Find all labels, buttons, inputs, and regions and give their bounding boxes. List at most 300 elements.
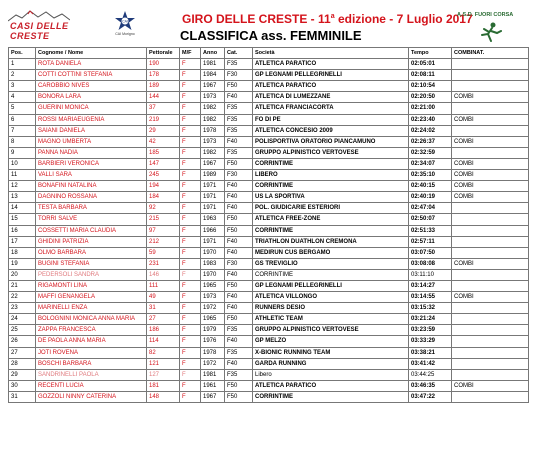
name-cell: MARINELLI ENZA xyxy=(36,303,147,314)
category-cell: F35 xyxy=(225,114,253,125)
category-cell: F35 xyxy=(225,325,253,336)
gender-cell: F xyxy=(180,203,201,214)
position-cell: 18 xyxy=(9,247,36,258)
time-cell: 03:46:35 xyxy=(409,380,452,391)
combined-cell xyxy=(452,125,529,136)
combined-cell: COMBI xyxy=(452,170,529,181)
runner-icon xyxy=(477,22,505,42)
category-cell: F30 xyxy=(225,70,253,81)
gender-cell: F xyxy=(180,247,201,258)
club-cell: MEDIRUN CUS BERGAMO xyxy=(253,247,409,258)
table-row xyxy=(9,347,529,358)
club-cell: CORRINTIME xyxy=(253,225,409,236)
time-cell: 02:50:07 xyxy=(409,214,452,225)
table-row xyxy=(9,292,529,303)
club-cell: CORRINTIME xyxy=(253,158,409,169)
club-cell: X-BIONIC RUNNING TEAM xyxy=(253,347,409,358)
combined-cell xyxy=(452,336,529,347)
bib-cell: 92 xyxy=(147,203,180,214)
club-cell: ATLETICA FRANCIACORTA xyxy=(253,103,409,114)
position-cell: 3 xyxy=(9,81,36,92)
table-row xyxy=(9,247,529,258)
position-cell: 22 xyxy=(9,292,36,303)
name-cell: BUGINI STEFANIA xyxy=(36,258,147,269)
bib-cell: 59 xyxy=(147,247,180,258)
category-cell: F50 xyxy=(225,214,253,225)
name-cell: BONAFINI NATALINA xyxy=(36,181,147,192)
time-cell: 03:14:55 xyxy=(409,292,452,303)
gender-cell: F xyxy=(180,114,201,125)
name-cell: ZAPPA FRANCESCA xyxy=(36,325,147,336)
gender-cell: F xyxy=(180,325,201,336)
category-cell: F35 xyxy=(225,125,253,136)
category-cell: F40 xyxy=(225,303,253,314)
combined-cell xyxy=(452,347,529,358)
gender-cell: F xyxy=(180,292,201,303)
position-cell: 2 xyxy=(9,70,36,81)
club-cell: US LA SPORTIVA xyxy=(253,192,409,203)
year-cell: 1982 xyxy=(201,114,225,125)
combined-cell xyxy=(452,280,529,291)
bib-cell: 148 xyxy=(147,391,180,402)
combined-cell xyxy=(452,303,529,314)
gender-cell: F xyxy=(180,59,201,70)
name-cell: CAROBBIO NIVES xyxy=(36,81,147,92)
position-cell: 21 xyxy=(9,280,36,291)
bib-cell: 146 xyxy=(147,269,180,280)
combined-cell: COMBI xyxy=(452,114,529,125)
category-cell: F50 xyxy=(225,158,253,169)
gender-cell: F xyxy=(180,391,201,402)
combined-cell xyxy=(452,203,529,214)
club-cell: GS TREVIGLIO xyxy=(253,258,409,269)
column-header: Società xyxy=(253,48,409,59)
club-cell: FO DI PE xyxy=(253,114,409,125)
table-row xyxy=(9,114,529,125)
gender-cell: F xyxy=(180,314,201,325)
cai-logo-caption: CAI Morigno xyxy=(115,32,135,36)
bib-cell: 82 xyxy=(147,347,180,358)
position-cell: 27 xyxy=(9,347,36,358)
position-cell: 16 xyxy=(9,225,36,236)
name-cell: OLMO BARBARA xyxy=(36,247,147,258)
gender-cell: F xyxy=(180,158,201,169)
table-row xyxy=(9,380,529,391)
gender-cell: F xyxy=(180,258,201,269)
year-cell: 1979 xyxy=(201,325,225,336)
bib-cell: 42 xyxy=(147,136,180,147)
name-cell: BOSCHI BARBARA xyxy=(36,358,147,369)
club-cell: Libero xyxy=(253,369,409,380)
page-subtitle: CLASSIFICA ass. FEMMINILE xyxy=(180,28,362,43)
club-cell: ATLETICA VILLONGO xyxy=(253,292,409,303)
combined-cell xyxy=(452,314,529,325)
position-cell: 5 xyxy=(9,103,36,114)
year-cell: 1973 xyxy=(201,292,225,303)
position-cell: 8 xyxy=(9,136,36,147)
gender-cell: F xyxy=(180,147,201,158)
title-tail: edizione - 7 Luglio 2017 xyxy=(334,12,473,26)
gender-cell: F xyxy=(180,136,201,147)
name-cell: DE PAOLA ANNA MARIA xyxy=(36,336,147,347)
name-cell: MAGNO UMBERTA xyxy=(36,136,147,147)
category-cell: F40 xyxy=(225,269,253,280)
position-cell: 28 xyxy=(9,358,36,369)
combined-cell xyxy=(452,391,529,402)
column-header: Pos. xyxy=(9,48,36,59)
combined-cell: COMBI xyxy=(452,181,529,192)
time-cell: 02:20:50 xyxy=(409,92,452,103)
year-cell: 1971 xyxy=(201,203,225,214)
column-header: Cognome / Nome xyxy=(36,48,147,59)
bib-cell: 245 xyxy=(147,170,180,181)
logo-right-text: A.S.D. FUORI CORSA xyxy=(457,12,514,18)
category-cell: F50 xyxy=(225,81,253,92)
table-row xyxy=(9,81,529,92)
bib-cell: 231 xyxy=(147,258,180,269)
name-cell: ROSSI MARIAEUGENIA xyxy=(36,114,147,125)
gender-cell: F xyxy=(180,336,201,347)
combined-cell xyxy=(452,247,529,258)
name-cell: RECENTI LUCIA xyxy=(36,380,147,391)
category-cell: F40 xyxy=(225,336,253,347)
gender-cell: F xyxy=(180,92,201,103)
time-cell: 02:47:04 xyxy=(409,203,452,214)
time-cell: 02:57:11 xyxy=(409,236,452,247)
club-cell: GP LEGNAMI PELLEGRINELLI xyxy=(253,280,409,291)
table-row xyxy=(9,147,529,158)
year-cell: 1989 xyxy=(201,170,225,181)
category-cell: F50 xyxy=(225,280,253,291)
combined-cell xyxy=(452,59,529,70)
year-cell: 1965 xyxy=(201,280,225,291)
position-cell: 13 xyxy=(9,192,36,203)
table-row xyxy=(9,192,529,203)
category-cell: F40 xyxy=(225,236,253,247)
bib-cell: 190 xyxy=(147,59,180,70)
name-cell: COSSETTI MARIA CLAUDIA xyxy=(36,225,147,236)
club-cell: LIBERO xyxy=(253,170,409,181)
time-cell: 02:51:33 xyxy=(409,225,452,236)
table-row xyxy=(9,280,529,291)
gender-cell: F xyxy=(180,303,201,314)
position-cell: 24 xyxy=(9,314,36,325)
table-row xyxy=(9,103,529,114)
position-cell: 6 xyxy=(9,114,36,125)
table-row xyxy=(9,358,529,369)
table-row xyxy=(9,181,529,192)
time-cell: 03:38:21 xyxy=(409,347,452,358)
results-table xyxy=(8,47,529,403)
time-cell: 02:10:54 xyxy=(409,81,452,92)
bib-cell: 114 xyxy=(147,336,180,347)
position-cell: 23 xyxy=(9,303,36,314)
position-cell: 26 xyxy=(9,336,36,347)
year-cell: 1976 xyxy=(201,336,225,347)
time-cell: 03:11:10 xyxy=(409,269,452,280)
club-cell: ATLETICA PARATICO xyxy=(253,380,409,391)
gender-cell: F xyxy=(180,81,201,92)
time-cell: 02:26:37 xyxy=(409,136,452,147)
name-cell: GUERINI MONICA xyxy=(36,103,147,114)
table-row xyxy=(9,369,529,380)
name-cell: MAFFI GENANGELA xyxy=(36,292,147,303)
club-cell: GARDA RUNNING xyxy=(253,358,409,369)
year-cell: 1967 xyxy=(201,81,225,92)
combined-cell xyxy=(452,147,529,158)
category-cell: F40 xyxy=(225,247,253,258)
club-cell: ATLETICA PARATICO xyxy=(253,81,409,92)
bib-cell: 215 xyxy=(147,214,180,225)
gender-cell: F xyxy=(180,358,201,369)
club-cell: GRUPPO ALPINISTICO VERTOVESE xyxy=(253,325,409,336)
club-cell: ATLETICA DI LUMEZZANE xyxy=(253,92,409,103)
bib-cell: 144 xyxy=(147,92,180,103)
year-cell: 1981 xyxy=(201,59,225,70)
combined-cell xyxy=(452,214,529,225)
page-title xyxy=(182,12,473,26)
category-cell: F30 xyxy=(225,170,253,181)
category-cell: F40 xyxy=(225,292,253,303)
year-cell: 1967 xyxy=(201,158,225,169)
cai-star-icon xyxy=(114,10,136,32)
gender-cell: F xyxy=(180,369,201,380)
combined-cell: COMBI xyxy=(452,192,529,203)
gender-cell: F xyxy=(180,214,201,225)
position-cell: 9 xyxy=(9,147,36,158)
year-cell: 1972 xyxy=(201,358,225,369)
year-cell: 1982 xyxy=(201,103,225,114)
club-cell: RUNNERS DESIO xyxy=(253,303,409,314)
table-row xyxy=(9,236,529,247)
category-cell: F40 xyxy=(225,181,253,192)
position-cell: 14 xyxy=(9,203,36,214)
club-cell: CORRINTIME xyxy=(253,391,409,402)
combined-cell xyxy=(452,358,529,369)
year-cell: 1970 xyxy=(201,247,225,258)
category-cell: F35 xyxy=(225,59,253,70)
bib-cell: 31 xyxy=(147,303,180,314)
club-cell: GP LEGNAMI PELLEGRINELLI xyxy=(253,70,409,81)
combined-cell: COMBI xyxy=(452,258,529,269)
gender-cell: F xyxy=(180,70,201,81)
table-header-row xyxy=(9,48,529,59)
name-cell: TESTA BARBARA xyxy=(36,203,147,214)
table-row xyxy=(9,70,529,81)
gender-cell: F xyxy=(180,347,201,358)
year-cell: 1978 xyxy=(201,125,225,136)
name-cell: VALLI SARA xyxy=(36,170,147,181)
year-cell: 1981 xyxy=(201,369,225,380)
table-row xyxy=(9,158,529,169)
bib-cell: 49 xyxy=(147,292,180,303)
year-cell: 1973 xyxy=(201,136,225,147)
combined-cell: COMBI xyxy=(452,380,529,391)
gender-cell: F xyxy=(180,125,201,136)
combined-cell xyxy=(452,269,529,280)
column-header: Cat. xyxy=(225,48,253,59)
time-cell: 03:41:42 xyxy=(409,358,452,369)
table-row xyxy=(9,59,529,70)
position-cell: 10 xyxy=(9,158,36,169)
year-cell: 1967 xyxy=(201,391,225,402)
time-cell: 02:32:59 xyxy=(409,147,452,158)
gender-cell: F xyxy=(180,236,201,247)
column-header: Anno xyxy=(201,48,225,59)
table-row xyxy=(9,125,529,136)
position-cell: 11 xyxy=(9,170,36,181)
table-row xyxy=(9,203,529,214)
column-header: COMBINAT. xyxy=(452,48,529,59)
table-row xyxy=(9,391,529,402)
combined-cell xyxy=(452,369,529,380)
gender-cell: F xyxy=(180,380,201,391)
table-row xyxy=(9,269,529,280)
bib-cell: 97 xyxy=(147,225,180,236)
club-cell: CORRINTIME xyxy=(253,269,409,280)
bib-cell: 111 xyxy=(147,280,180,291)
category-cell: F50 xyxy=(225,225,253,236)
table-row xyxy=(9,325,529,336)
club-cell: GP MELZO xyxy=(253,336,409,347)
svg-text:CAI: CAI xyxy=(122,19,128,24)
position-cell: 30 xyxy=(9,380,36,391)
club-cell: POL. GIUDICARIE ESTERIORI xyxy=(253,203,409,214)
title-sup: a xyxy=(330,13,335,20)
name-cell: BONORA LARA xyxy=(36,92,147,103)
year-cell: 1973 xyxy=(201,92,225,103)
category-cell: F50 xyxy=(225,391,253,402)
time-cell: 02:23:40 xyxy=(409,114,452,125)
year-cell: 1972 xyxy=(201,303,225,314)
position-cell: 4 xyxy=(9,92,36,103)
category-cell: F35 xyxy=(225,103,253,114)
title-main: GIRO DELLE CRESTE - 11 xyxy=(182,12,331,26)
category-cell: F40 xyxy=(225,192,253,203)
casi-delle-creste-logo xyxy=(8,8,70,41)
bib-cell: 186 xyxy=(147,325,180,336)
category-cell: F35 xyxy=(225,369,253,380)
time-cell: 02:08:11 xyxy=(409,70,452,81)
club-cell: ATHLETIC TEAM xyxy=(253,314,409,325)
position-cell: 31 xyxy=(9,391,36,402)
bib-cell: 212 xyxy=(147,236,180,247)
category-cell: F40 xyxy=(225,136,253,147)
time-cell: 03:47:22 xyxy=(409,391,452,402)
position-cell: 19 xyxy=(9,258,36,269)
time-cell: 02:40:15 xyxy=(409,181,452,192)
club-cell: ATLETICA CONCESIO 2009 xyxy=(253,125,409,136)
bib-cell: 178 xyxy=(147,70,180,81)
table-row xyxy=(9,314,529,325)
bib-cell: 37 xyxy=(147,103,180,114)
name-cell: SANDRINELLI PAOLA xyxy=(36,369,147,380)
category-cell: F30 xyxy=(225,258,253,269)
combined-cell xyxy=(452,325,529,336)
year-cell: 1970 xyxy=(201,269,225,280)
table-row xyxy=(9,92,529,103)
gender-cell: F xyxy=(180,181,201,192)
name-cell: TORRI SALVE xyxy=(36,214,147,225)
bib-cell: 194 xyxy=(147,181,180,192)
time-cell: 02:24:02 xyxy=(409,125,452,136)
time-cell: 03:33:29 xyxy=(409,336,452,347)
year-cell: 1965 xyxy=(201,314,225,325)
category-cell: F40 xyxy=(225,358,253,369)
position-cell: 1 xyxy=(9,59,36,70)
time-cell: 03:21:24 xyxy=(409,314,452,325)
year-cell: 1982 xyxy=(201,147,225,158)
table-row xyxy=(9,136,529,147)
year-cell: 1971 xyxy=(201,181,225,192)
name-cell: ROTA DANIELA xyxy=(36,59,147,70)
mountain-icon xyxy=(8,8,70,22)
time-cell: 03:14:27 xyxy=(409,280,452,291)
bib-cell: 147 xyxy=(147,158,180,169)
combined-cell xyxy=(452,103,529,114)
club-cell: TRIATHLON DUATHLON CREMONA xyxy=(253,236,409,247)
position-cell: 12 xyxy=(9,181,36,192)
gender-cell: F xyxy=(180,225,201,236)
name-cell: PANNA NADIA xyxy=(36,147,147,158)
table-row xyxy=(9,225,529,236)
position-cell: 17 xyxy=(9,236,36,247)
table-row xyxy=(9,258,529,269)
year-cell: 1961 xyxy=(201,380,225,391)
table-row xyxy=(9,170,529,181)
name-cell: SAIANI DANIELA xyxy=(36,125,147,136)
combined-cell: COMBI xyxy=(452,92,529,103)
name-cell: JOTI ROVENA xyxy=(36,347,147,358)
table-row xyxy=(9,336,529,347)
time-cell: 03:15:32 xyxy=(409,303,452,314)
fuori-corsa-logo xyxy=(443,12,531,42)
time-cell: 02:35:10 xyxy=(409,170,452,181)
gender-cell: F xyxy=(180,269,201,280)
combined-cell: COMBI xyxy=(452,158,529,169)
time-cell: 03:44:25 xyxy=(409,369,452,380)
time-cell: 03:23:59 xyxy=(409,325,452,336)
club-cell: ATLETICA FREE-ZONE xyxy=(253,214,409,225)
time-cell: 02:34:07 xyxy=(409,158,452,169)
name-cell: GOZZOLI NINNY CATERINA xyxy=(36,391,147,402)
club-cell: CORRINTIME xyxy=(253,181,409,192)
gender-cell: F xyxy=(180,192,201,203)
category-cell: F40 xyxy=(225,92,253,103)
column-header: Pettorale xyxy=(147,48,180,59)
time-cell: 03:08:08 xyxy=(409,258,452,269)
time-cell: 02:21:00 xyxy=(409,103,452,114)
position-cell: 15 xyxy=(9,214,36,225)
bib-cell: 189 xyxy=(147,81,180,92)
page-header xyxy=(0,0,534,47)
cai-logo xyxy=(114,10,136,40)
name-cell: COTTI COTTINI STEFANIA xyxy=(36,70,147,81)
gender-cell: F xyxy=(180,280,201,291)
position-cell: 20 xyxy=(9,269,36,280)
column-header: Tempo xyxy=(409,48,452,59)
club-cell: POLISPORTIVA ORATORIO PIANCAMUNO xyxy=(253,136,409,147)
year-cell: 1966 xyxy=(201,225,225,236)
combined-cell xyxy=(452,70,529,81)
position-cell: 25 xyxy=(9,325,36,336)
name-cell: DAGNINO ROSSANA xyxy=(36,192,147,203)
time-cell: 03:07:50 xyxy=(409,247,452,258)
name-cell: BOLOGNINI MONICA ANNA MARIA xyxy=(36,314,147,325)
gender-cell: F xyxy=(180,170,201,181)
gender-cell: F xyxy=(180,103,201,114)
bib-cell: 184 xyxy=(147,192,180,203)
